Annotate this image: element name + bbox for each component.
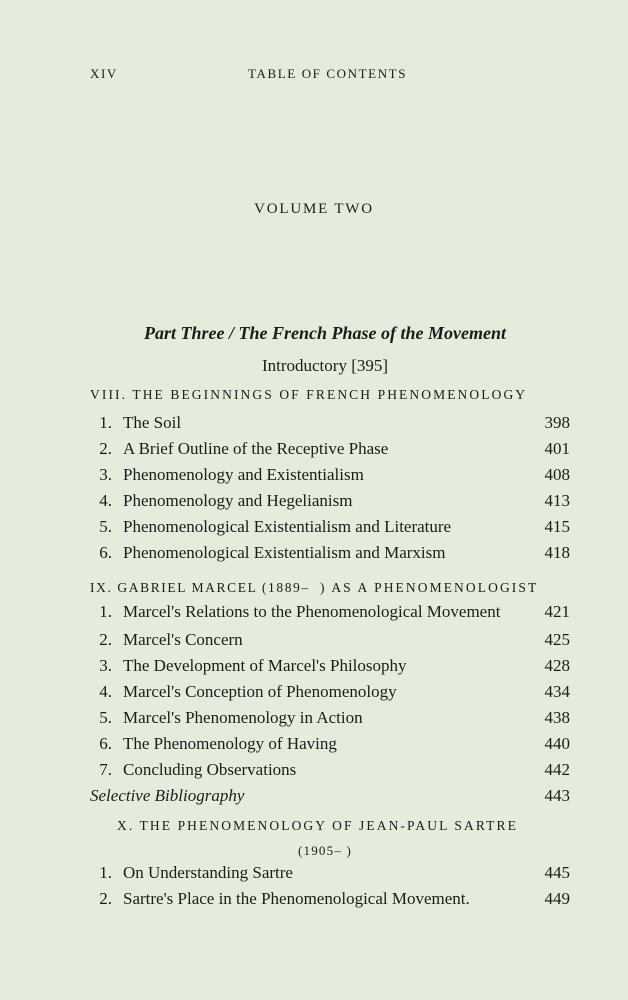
bibliography-title: Selective Bibliography xyxy=(90,786,245,805)
toc-entry xyxy=(90,760,570,782)
chapter-heading-ix-right: ) AS A PHENOMENOLOGIST xyxy=(320,580,539,595)
entry-title: Phenomenological Existentialism and Marxism xyxy=(123,543,446,562)
entry-number: 5. xyxy=(99,517,112,536)
entry-page: 401 xyxy=(544,439,570,458)
entry-title: Sartre's Place in the Phenomenological Movement. xyxy=(123,889,470,908)
entry-number: 1. xyxy=(99,602,112,621)
entry-page: 415 xyxy=(544,517,570,536)
page-number: XIV xyxy=(90,66,118,81)
entry-title: Marcel's Concern xyxy=(123,630,243,649)
toc-entry xyxy=(90,413,570,435)
entry-page: 413 xyxy=(544,491,570,510)
toc-entry xyxy=(90,656,570,678)
entry-title: Phenomenology and Hegelianism xyxy=(123,491,353,510)
entry-number: 2. xyxy=(99,889,112,908)
bibliography-entry xyxy=(90,786,570,808)
toc-entry xyxy=(90,734,570,756)
entry-number: 5. xyxy=(99,708,112,727)
entry-title: Marcel's Phenomenology in Action xyxy=(123,708,363,727)
toc-entry xyxy=(90,708,570,730)
entry-title: Marcel's Relations to the Phenomenological Movement xyxy=(123,602,501,621)
toc-entry xyxy=(90,889,570,911)
entry-page: 440 xyxy=(544,734,570,753)
entry-page: 438 xyxy=(544,708,570,727)
entry-number: 3. xyxy=(99,465,112,484)
entry-number: 1. xyxy=(99,413,112,432)
entry-page: 445 xyxy=(544,863,570,882)
running-title: TABLE OF CONTENTS xyxy=(248,66,408,81)
toc-entry xyxy=(90,465,570,487)
entry-number: 6. xyxy=(99,543,112,562)
entry-title: Concluding Observations xyxy=(123,760,297,779)
toc-entry xyxy=(90,543,570,565)
entry-title: The Development of Marcel's Philosophy xyxy=(123,656,407,675)
entry-page: 449 xyxy=(544,889,570,908)
entry-page: 408 xyxy=(544,465,570,484)
entry-page: 418 xyxy=(544,543,570,562)
intro-label: Introductory xyxy=(261,356,347,375)
entry-number: 1. xyxy=(99,863,112,882)
entry-number: 3. xyxy=(99,656,112,675)
entry-number: 2. xyxy=(99,630,112,649)
toc-entry xyxy=(90,491,570,513)
part-intro xyxy=(0,356,628,376)
bibliography-page: 443 xyxy=(544,786,570,805)
entry-page: 425 xyxy=(544,630,570,649)
toc-entry xyxy=(90,439,570,461)
entry-title: Phenomenological Existentialism and Literature xyxy=(123,517,452,536)
chapter-heading-ix-left: IX. GABRIEL MARCEL (1889– xyxy=(90,580,310,595)
chapter-dates: (1905– ) xyxy=(297,843,352,858)
entry-page: 398 xyxy=(544,413,570,432)
toc-entry xyxy=(90,863,570,885)
entry-number: 6. xyxy=(99,734,112,753)
part-title xyxy=(0,323,628,344)
entry-page: 434 xyxy=(544,682,570,701)
toc-entry xyxy=(90,517,570,539)
toc-entry xyxy=(90,682,570,704)
entry-number: 4. xyxy=(99,491,112,510)
entry-title: A Brief Outline of the Receptive Phase xyxy=(123,439,389,458)
intro-page: [395] xyxy=(351,356,389,375)
entry-title: Phenomenology and Existentialism xyxy=(123,465,364,484)
entry-title: On Understanding Sartre xyxy=(123,863,293,882)
entry-number: 7. xyxy=(99,760,112,779)
entry-number: 2. xyxy=(99,439,112,458)
entry-page: 421 xyxy=(544,602,570,621)
entry-title: The Phenomenology of Having xyxy=(123,734,337,753)
entry-number: 4. xyxy=(99,682,112,701)
part-title-text: Part Three / The French Phase of the Movement xyxy=(144,323,506,343)
chapter-heading-x: X. THE PHENOMENOLOGY OF JEAN-PAUL SARTRE xyxy=(117,818,518,833)
entry-page: 442 xyxy=(544,760,570,779)
toc-entry xyxy=(90,602,570,624)
toc-entry xyxy=(90,630,570,652)
entry-title: The Soil xyxy=(123,413,182,432)
entry-title: Marcel's Conception of Phenomenology xyxy=(123,682,397,701)
chapter-heading-viii: VIII. THE BEGINNINGS OF FRENCH PHENOMENOLOGY xyxy=(90,387,528,402)
volume-title: VOLUME TWO xyxy=(254,201,374,217)
entry-page: 428 xyxy=(544,656,570,675)
